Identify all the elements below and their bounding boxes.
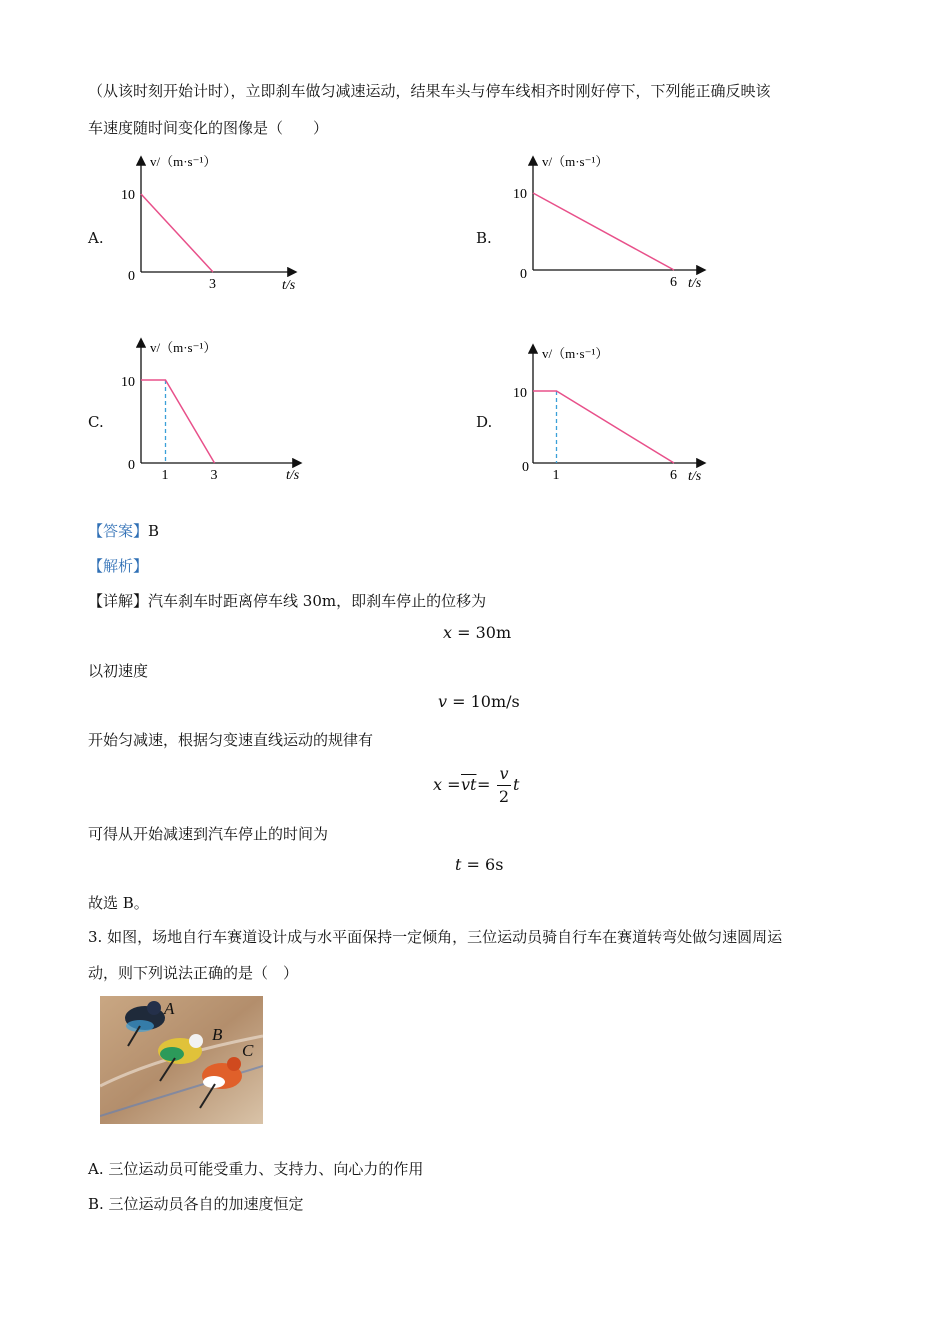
- origin-label: 0: [520, 267, 527, 282]
- graph-b: [502, 148, 717, 298]
- x-tick: 6: [670, 275, 677, 290]
- equation-2: [438, 692, 520, 711]
- intro-line-1: （从该时刻开始计时），立即刹车做匀减速运动，结果车头与停车线相齐时刚好停下，下列能正确反映该: [88, 82, 771, 100]
- eq3-denominator: 2: [498, 787, 510, 806]
- intro-line-2: 车速度随时间变化的图像是（ ）: [88, 119, 329, 137]
- detail-line-1: [88, 590, 486, 612]
- x-tick: 3: [209, 277, 216, 292]
- x-tick-1: 1: [552, 468, 560, 483]
- equation-4: [455, 855, 503, 874]
- detail-text-4: 可得从开始减速到汽车停止的时间为: [88, 825, 329, 843]
- label-c: C: [242, 1041, 254, 1060]
- velocity-line: [533, 193, 674, 270]
- x-tick-2: 6: [670, 468, 677, 483]
- graph-a: [110, 148, 310, 298]
- eq1-value: = 30m: [452, 623, 512, 642]
- question-3-option-b: B. 三位运动员各自的加速度恒定: [88, 1195, 304, 1213]
- detail-text-1: 汽车刹车时距离停车线 30m，即刹车停止的位移为: [148, 592, 487, 610]
- eq1-var: x: [443, 623, 453, 642]
- y-tick-10: 10: [513, 187, 527, 202]
- label-a: A: [164, 999, 175, 1018]
- detail-text-2: 以初速度: [88, 662, 149, 680]
- x-tick-1: 1: [161, 468, 169, 483]
- origin-label: 0: [522, 460, 529, 475]
- origin-label: 0: [128, 269, 135, 284]
- eq3-numerator: v: [499, 764, 509, 783]
- x-axis-label: t/s: [688, 469, 702, 484]
- x-axis-label: t/s: [688, 276, 702, 291]
- answer-value: B: [148, 522, 160, 540]
- option-a-label: A.: [88, 229, 104, 247]
- eq4-value: = 6s: [461, 855, 504, 874]
- origin-label: 0: [128, 458, 135, 473]
- y-tick-10: 10: [121, 375, 135, 390]
- conclusion: 故选 B。: [88, 894, 149, 912]
- y-tick-10: 10: [513, 386, 527, 401]
- eq2-value: = 10m/s: [447, 692, 520, 711]
- velocity-line: [533, 391, 674, 463]
- analysis-tag: 【解析】: [88, 557, 149, 575]
- y-axis-label: v/（m·s⁻¹）: [542, 346, 609, 361]
- x-axis-label: t/s: [286, 468, 300, 483]
- label-b: B: [212, 1025, 223, 1044]
- option-b-label: B.: [476, 229, 492, 247]
- y-axis-label: v/（m·s⁻¹）: [542, 154, 609, 169]
- velocity-line: [141, 380, 215, 463]
- eq3-equals: =: [477, 775, 491, 794]
- answer-line: [88, 520, 159, 542]
- fraction-bar: [497, 785, 511, 786]
- eq2-var: v: [438, 692, 448, 711]
- detail-text-3: 开始匀减速，根据匀变速直线运动的规律有: [88, 731, 374, 749]
- eq3-left: x =: [433, 775, 461, 794]
- graph-c: [110, 336, 315, 486]
- x-tick-2: 3: [210, 468, 218, 483]
- eq3-t: t: [513, 775, 520, 794]
- question-3-line-1: 3. 如图，场地自行车赛道设计成与水平面保持一定倾角，三位运动员骑自行车在赛道转弯处做匀速圆周运: [88, 928, 783, 946]
- x-axis-label: t/s: [282, 278, 296, 293]
- y-axis-label: v/（m·s⁻¹）: [150, 154, 217, 169]
- graph-d: [502, 340, 717, 490]
- y-axis-label: v/（m·s⁻¹）: [150, 340, 217, 355]
- equation-1: [443, 623, 511, 642]
- option-d-label: D.: [476, 413, 493, 431]
- question-3-line-2: 动，则下列说法正确的是（ ）: [88, 964, 299, 982]
- y-tick-10: 10: [121, 188, 135, 203]
- eq4-var: t: [455, 855, 462, 874]
- cyclists-photo: [100, 996, 263, 1124]
- option-c-label: C.: [88, 413, 104, 431]
- detail-tag: 【详解】: [88, 592, 149, 610]
- answer-tag: 【答案】: [88, 522, 149, 540]
- question-3-option-a: A. 三位运动员可能受重力、支持力、向心力的作用: [88, 1160, 424, 1178]
- eq3-mid: $\overline{vt}$: [461, 775, 477, 794]
- velocity-line: [141, 194, 213, 272]
